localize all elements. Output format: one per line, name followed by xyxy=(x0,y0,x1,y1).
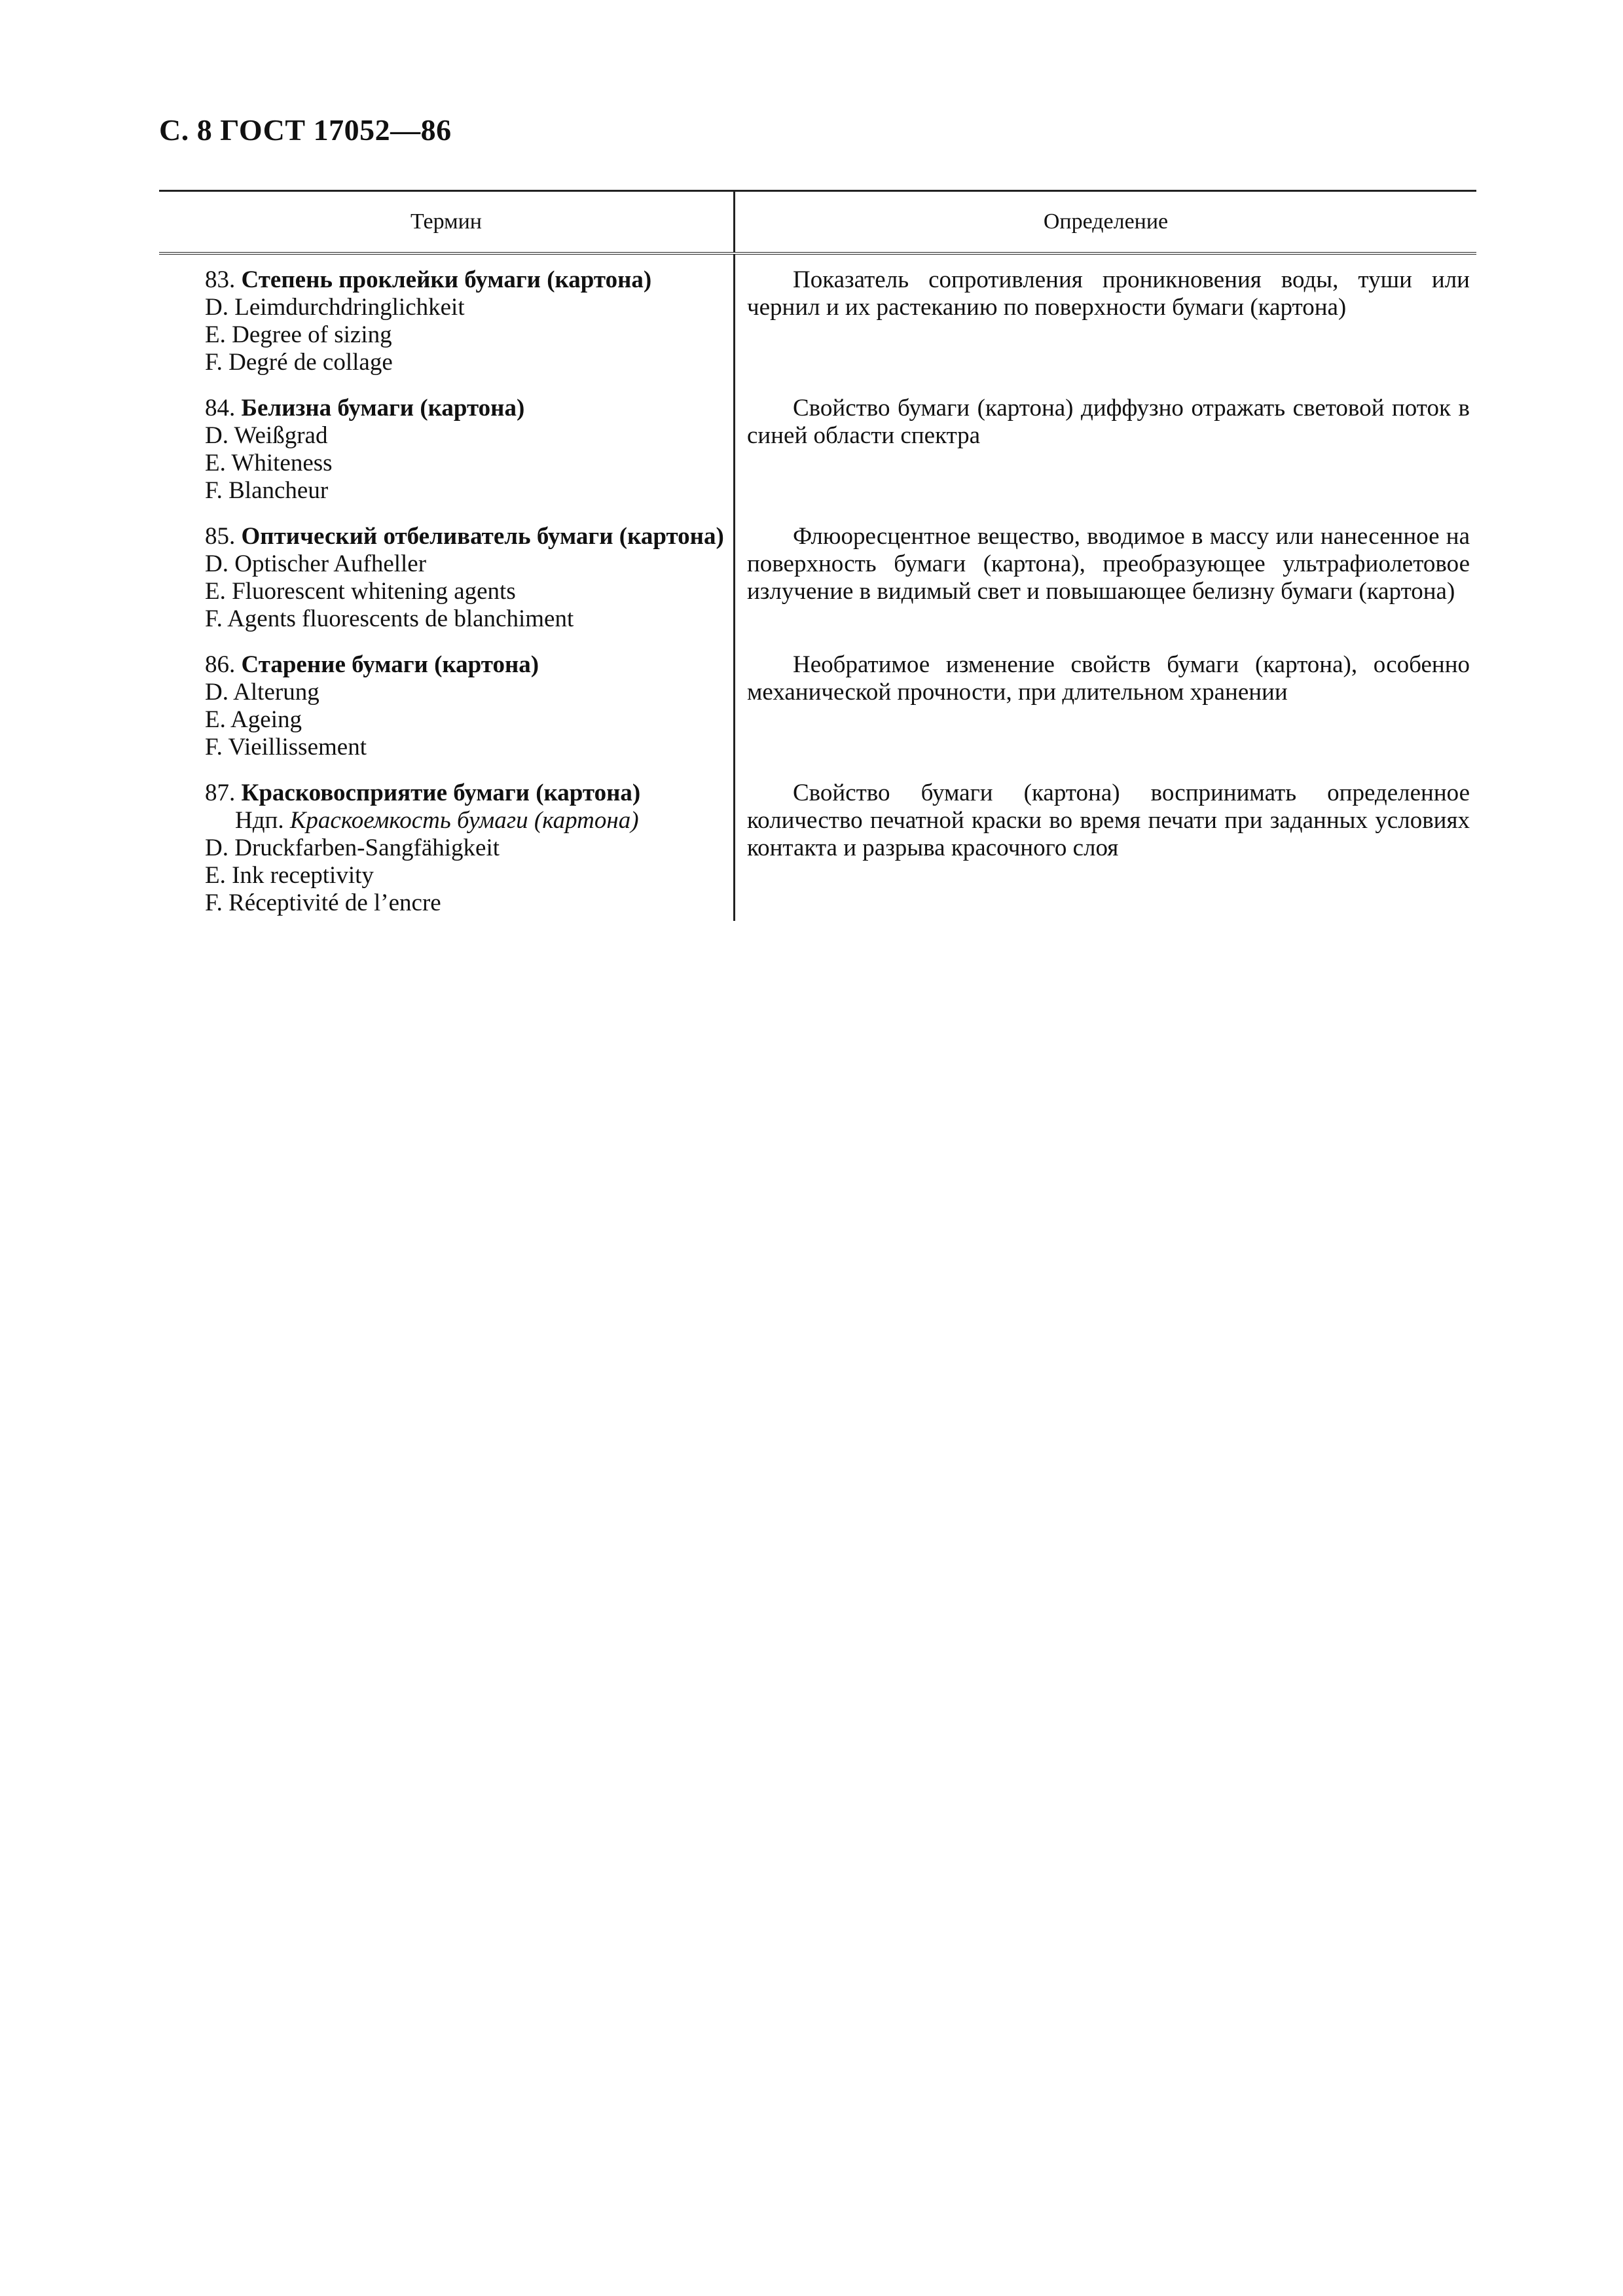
term-german: D. Optischer Aufheller xyxy=(205,550,427,577)
table-row xyxy=(159,776,1476,921)
term-name: Старение бумаги (картона) xyxy=(241,651,539,678)
synonym-label: Ндп. xyxy=(235,807,284,834)
term-french: F. Degré de collage xyxy=(205,349,393,376)
term-french: F. Blancheur xyxy=(205,477,329,504)
definition-cell: Флюоресцентное вещество, вводимое в массу или нанесенное на поверхность бумаги (картона), преобразующее ультрафиолетовое излучение в видимый свет и повышающее белизну бумаги (картона) xyxy=(747,523,1470,605)
definition-cell: Необратимое изменение свойств бумаги (картона), особенно механической прочности, при длительном хранении xyxy=(747,651,1470,706)
table-body xyxy=(159,255,1476,921)
term-english: E. Whiteness xyxy=(205,450,333,476)
term-german: D. Alterung xyxy=(205,679,319,706)
term-heading xyxy=(205,395,733,422)
term-number: 83. xyxy=(205,266,236,293)
term-heading xyxy=(205,523,733,550)
term-name: Белизна бумаги (картона) xyxy=(241,395,525,422)
term-cell xyxy=(159,391,735,519)
term-heading xyxy=(205,651,733,679)
term-number: 86. xyxy=(205,651,236,678)
term-name: Красковосприятие бумаги (картона) xyxy=(241,780,641,806)
term-cell xyxy=(159,255,735,391)
column-header-term: Термин xyxy=(159,192,735,252)
table-row xyxy=(159,519,1476,647)
term-heading xyxy=(205,266,733,294)
term-heading xyxy=(205,780,733,807)
synonym-text: Краскоемкость бумаги (картона) xyxy=(289,807,639,834)
term-german: D. Leimdurchdringlichkeit xyxy=(205,294,465,321)
term-english: E. Fluorescent whitening agents xyxy=(205,578,516,605)
term-name: Степень проклейки бумаги (картона) xyxy=(241,266,652,293)
table-header-row xyxy=(159,192,1476,255)
term-german: D. Druckfarben-Sangfähigkeit xyxy=(205,834,500,861)
term-number: 84. xyxy=(205,395,236,422)
term-french: F. Réceptivité de l’encre xyxy=(205,889,441,916)
column-header-definition: Определение xyxy=(1043,209,1169,234)
term-english: E. Ink receptivity xyxy=(205,862,374,889)
term-name: Оптический отбеливатель бумаги (картона) xyxy=(241,523,724,550)
term-number: 85. xyxy=(205,523,236,550)
definition-cell: Свойство бумаги (картона) воспринимать определенное количество печатной краски во время печати при заданных условиях контакта и разрыва красочного слоя xyxy=(747,780,1470,861)
definition-cell: Показатель сопротивления проникновения воды, туши или чернил и их растеканию по поверхности бумаги (картона) xyxy=(747,266,1470,321)
term-french: F. Vieillissement xyxy=(205,734,367,761)
page-header: С. 8 ГОСТ 17052—86 xyxy=(159,113,452,147)
table-row xyxy=(159,255,1476,391)
definition-cell: Свойство бумаги (картона) диффузно отражать световой поток в синей области спектра xyxy=(747,395,1470,449)
term-french: F. Agents fluorescents de blanchiment xyxy=(205,605,574,632)
term-english: E. Ageing xyxy=(205,706,302,733)
term-english: E. Degree of sizing xyxy=(205,321,392,348)
term-cell xyxy=(159,776,735,921)
term-german: D. Weißgrad xyxy=(205,422,328,449)
term-number: 87. xyxy=(205,780,236,806)
term-cell xyxy=(159,519,735,647)
terms-table xyxy=(159,190,1476,921)
table-row xyxy=(159,391,1476,519)
term-cell xyxy=(159,647,735,776)
deprecated-synonym xyxy=(205,807,733,834)
table-row xyxy=(159,647,1476,776)
